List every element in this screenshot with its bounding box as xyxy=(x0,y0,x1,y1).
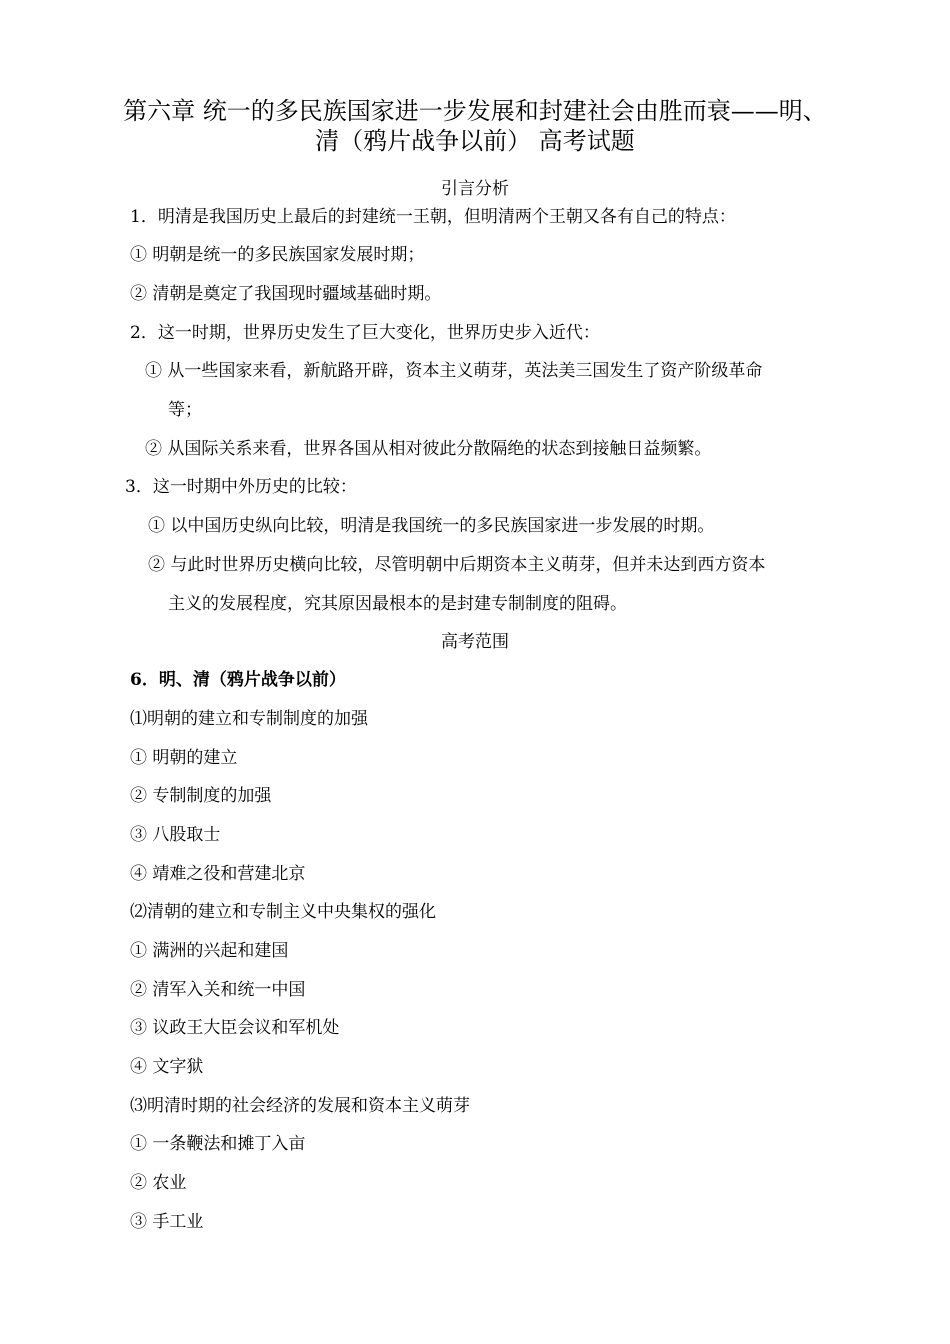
scope-item: ① 一条鞭法和摊丁入亩 xyxy=(130,1134,306,1154)
intro-point-1b: ② 清朝是奠定了我国现时疆域基础时期。 xyxy=(130,284,442,304)
scope-item: ③ 八股取士 xyxy=(130,825,221,845)
scope-item: ③ 议政王大臣会议和军机处 xyxy=(130,1018,340,1038)
scope-item: ④ 文字狱 xyxy=(130,1057,204,1077)
intro-point-2a-line-2: 等； xyxy=(168,400,202,420)
document-title-line-1: 第六章 统一的多民族国家进一步发展和封建社会由胜而衰——明、 xyxy=(123,97,827,125)
scope-item: ⑵清朝的建立和专制主义中央集权的强化 xyxy=(130,902,436,922)
intro-paragraph-2: 2．这一时期，世界历史发生了巨大变化，世界历史步入近代： xyxy=(130,323,600,343)
intro-point-1a: ① 明朝是统一的多民族国家发展时期； xyxy=(130,245,425,265)
scope-item: ① 明朝的建立 xyxy=(130,748,238,768)
intro-point-2b: ② 从国际关系来看，世界各国从相对彼此分散隔绝的状态到接触日益频繁。 xyxy=(145,439,712,459)
intro-paragraph-1: 1．明清是我国历史上最后的封建统一王朝，但明清两个王朝又各有自己的特点： xyxy=(130,207,736,227)
scope-item: ④ 靖难之役和营建北京 xyxy=(130,864,306,884)
intro-point-3a: ① 以中国历史纵向比较，明清是我国统一的多民族国家进一步发展的时期。 xyxy=(148,516,715,536)
intro-point-3b-line-2: 主义的发展程度，究其原因最根本的是封建专制制度的阻碍。 xyxy=(168,594,627,614)
scope-item: ② 清军入关和统一中国 xyxy=(130,980,306,1000)
scope-item: ① 满洲的兴起和建国 xyxy=(130,941,289,961)
document-title-line-2: 清（鸦片战争以前） 高考试题 xyxy=(315,127,635,155)
scope-item: ② 专制制度的加强 xyxy=(130,786,272,806)
scope-item: ② 农业 xyxy=(130,1173,187,1193)
scope-heading: 6．明、清（鸦片战争以前） xyxy=(130,670,346,690)
section-heading-intro: 引言分析 xyxy=(441,179,509,199)
scope-item: ⑴明朝的建立和专制制度的加强 xyxy=(130,709,368,729)
intro-point-2a-line-1: ① 从一些国家来看，新航路开辟，资本主义萌芽，英法美三国发生了资产阶级革命 xyxy=(145,361,763,381)
scope-item: ⑶明清时期的社会经济的发展和资本主义萌芽 xyxy=(130,1096,470,1116)
scope-item: ③ 手工业 xyxy=(130,1212,204,1232)
intro-paragraph-3: 3．这一时期中外历史的比较： xyxy=(125,477,357,497)
section-heading-scope: 高考范围 xyxy=(441,632,509,652)
intro-point-3b-line-1: ② 与此时世界历史横向比较，尽管明朝中后期资本主义萌芽，但并未达到西方资本 xyxy=(148,555,766,575)
